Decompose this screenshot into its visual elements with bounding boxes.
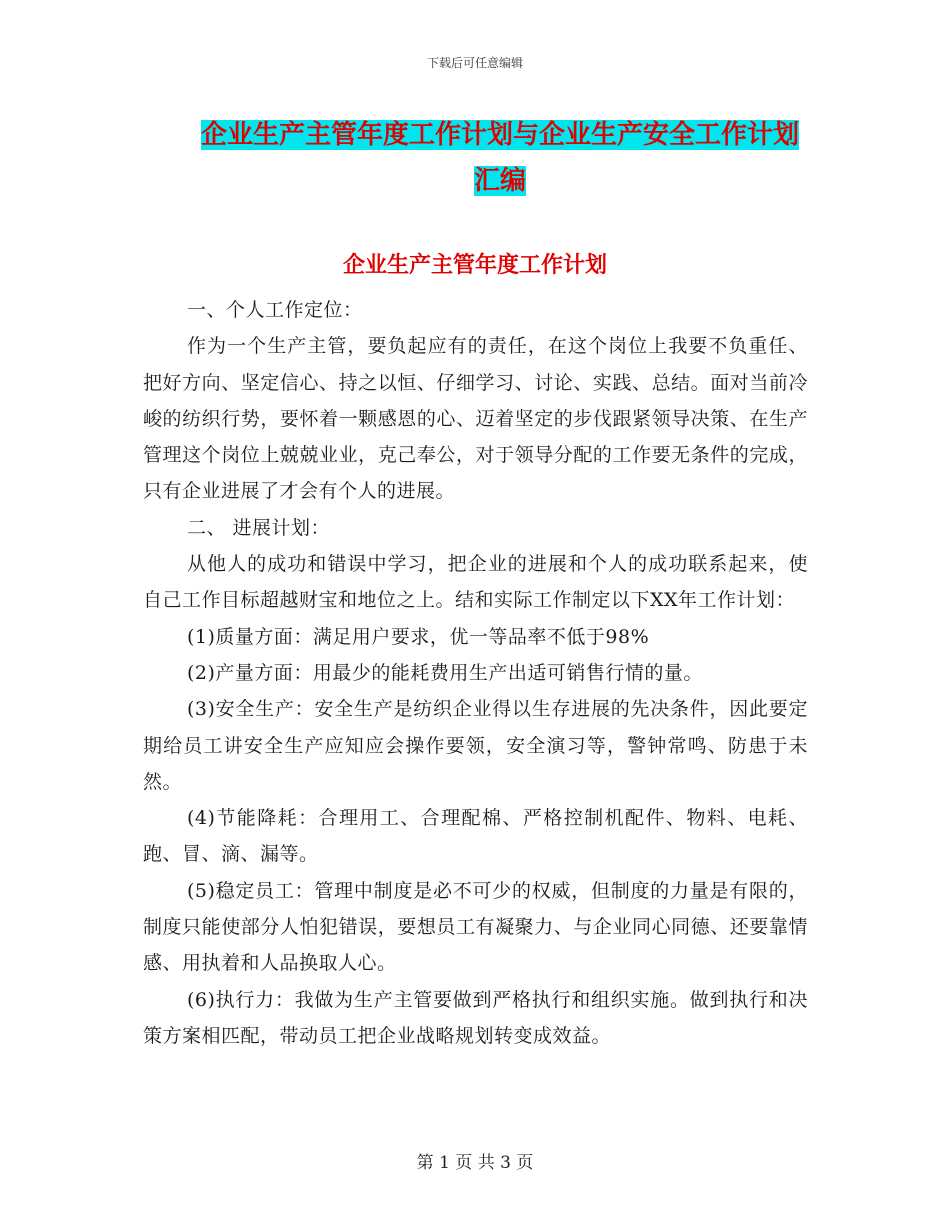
list-item-output: (2)产量方面：用最少的能耗费用生产出适可销售行情的量。: [187, 661, 703, 684]
list-item-safety: (3)安全生产：安全生产是纺织企业得以生存进展的先决条件，因此要定期给员工讲安全生产应知应会操作要领，安全演习等，警钟常鸣、防患于未然。: [143, 698, 808, 793]
paragraph: 作为一个生产主管，要负起应有的责任，在这个岗位上我要不负重任、把好方向、坚定信心、持之以恒、仔细学习、讨论、实践、总结。面对当前冷峻的纺织行势，要怀着一颗感恩的心、迈着坚定的步伐跟紧领导决策、在生产管理这个岗位上兢兢业业，克己奉公，对于领导分配的工作要无条件的完成，只有企业进展了才会有个人的进展。: [143, 335, 808, 503]
document-title-line-2: 汇编: [473, 166, 526, 196]
list-item-execution: (6)执行力：我做为生产主管要做到严格执行和组织实施。做到执行和决策方案相匹配，带动员工把企业战略规划转变成效益。: [143, 988, 808, 1047]
document-body: [143, 292, 808, 1054]
section-title: 企业生产主管年度工作计划: [342, 253, 607, 278]
page-footer: 第 1 页 共 3 页: [416, 1153, 534, 1173]
heading-personal-positioning: 一、个人工作定位：: [187, 299, 363, 321]
list-item-staff-stability: (5)稳定员工：管理中制度是必不可少的权威，但制度的力量是有限的，制度只能使部分人怕犯错误，要想员工有凝聚力、与企业同心同德、还要靠情感、用执着和人品换取人心。: [143, 879, 808, 975]
list-item-energy-saving: (4)节能降耗：合理用工、合理配棉、严格控制机配件、物料、电耗、跑、冒、滴、漏等。: [143, 807, 808, 866]
heading-development-plan: 二、 进展计划：: [187, 516, 331, 539]
header-note: 下载后可任意编辑: [426, 56, 523, 70]
list-item-quality: (1)质量方面：满足用户要求，优一等品率不低于98%: [187, 625, 650, 648]
document-title: [150, 112, 850, 204]
document-title-line-1: 企业生产主管年度工作计划与企业生产安全工作计划: [200, 120, 799, 150]
paragraph: 从他人的成功和错误中学习，把企业的进展和个人的成功联系起来，使自己工作目标超越财宝和地位之上。结和实际工作制定以下XX年工作计划：: [143, 553, 808, 612]
